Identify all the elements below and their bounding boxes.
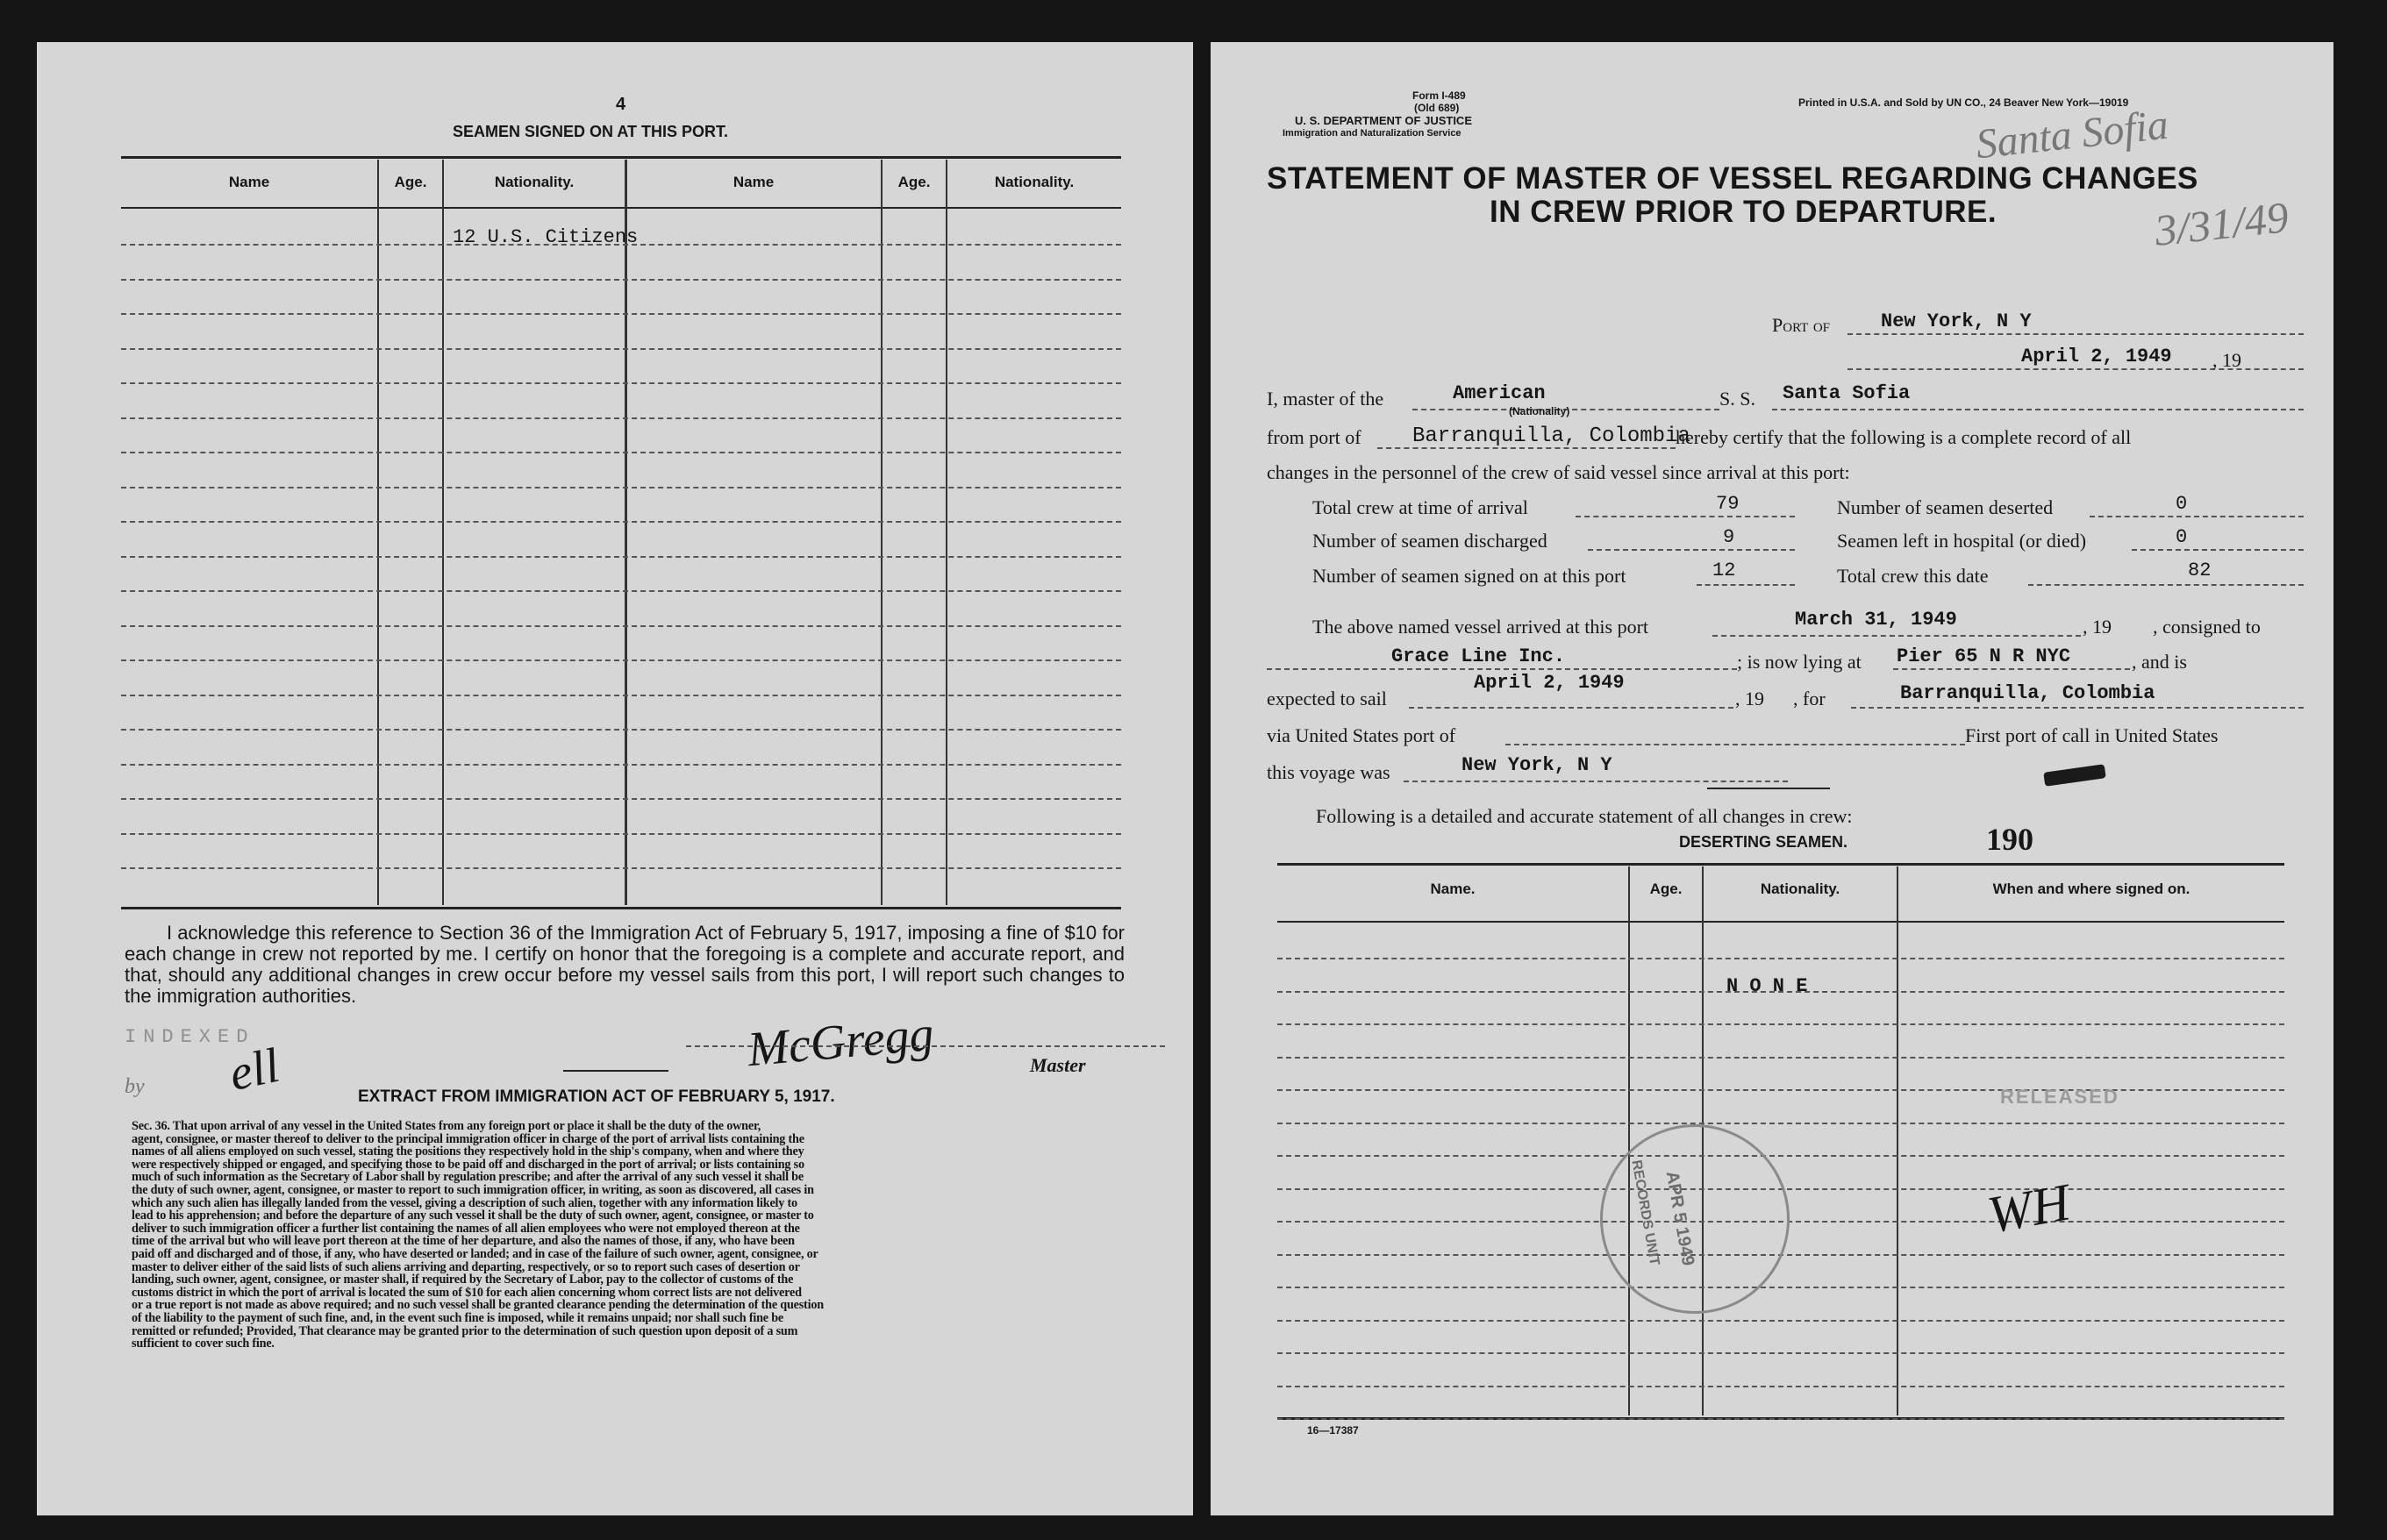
table-row-rule	[121, 556, 1121, 558]
table-row-rule	[1277, 1287, 2284, 1288]
via-label: via United States port of	[1267, 724, 1456, 746]
extract-line: Sec. 36. That upon arrival of any vessel in the United States from any foreign port or place it shall be the duty of the owner,	[132, 1119, 761, 1133]
fill-line	[1893, 668, 2130, 670]
none-entry: N O N E	[1726, 975, 1808, 997]
extract-line: of the liability to the payment of such fine, and, in the event such fine is imposed, while it remains unpaid; nor shall such fine be	[132, 1311, 784, 1325]
column-divider	[625, 160, 627, 905]
date-suffix: , 19	[2212, 349, 2241, 371]
column-header: Nationality.	[494, 174, 575, 190]
fill-line	[1772, 409, 2304, 410]
received-stamp-text: RECORDS UNIT	[1628, 1159, 1662, 1267]
stat-value: 0	[2176, 493, 2188, 515]
nationality-value: American	[1453, 382, 1546, 404]
port-value: New York, N Y	[1881, 310, 2032, 332]
table-top-rule	[1277, 863, 2284, 866]
extract-line: remitted or refunded; Provided, That clearance may be granted prior to the determination of such question upon deposit of a sum	[132, 1323, 798, 1338]
table-row-rule	[121, 764, 1121, 766]
extract-line: deliver to such immigration officer a further list containing the names of all alien employees who were not employed thereon at the	[132, 1221, 800, 1236]
stamp-date: APR 5 1949	[1662, 1169, 1698, 1267]
for-label: , for	[1793, 688, 1826, 709]
section-title: SEAMEN SIGNED ON AT THIS PORT.	[453, 123, 729, 140]
consigned-label: , consigned to	[2153, 616, 2261, 638]
following-label: Following is a detailed and accurate statement of all changes in crew:	[1316, 805, 1853, 827]
table-row-rule	[1277, 1320, 2284, 1322]
fill-line	[1409, 707, 1733, 709]
stat-label: Total crew this date	[1837, 565, 1989, 587]
column-header: Name	[733, 174, 775, 190]
column-header: Age.	[394, 174, 427, 190]
voyage-value: New York, N Y	[1462, 754, 1612, 776]
signature-line	[563, 1070, 668, 1072]
ss-label: S. S.	[1719, 388, 1755, 410]
master-label: Master	[1030, 1054, 1086, 1076]
certify-text: hereby certify that the following is a complete record of all	[1676, 426, 2132, 448]
fill-line	[2090, 516, 2304, 517]
table-header-rule	[1277, 921, 2284, 923]
master-of-label: I, master of the	[1267, 388, 1384, 410]
port-label: Port of	[1772, 314, 1831, 336]
changes-text: changes in the personnel of the crew of said vessel since arrival at this port:	[1267, 461, 1850, 483]
extract-line: lead to his apprehension; and before the departure of any such vessel it shall be the duty of such owner, agent, consignee, or master to	[132, 1208, 814, 1223]
table-row-rule	[1277, 1386, 2284, 1387]
table-row-rule	[121, 382, 1121, 384]
table-row-rule	[121, 590, 1121, 592]
table-row-rule	[121, 659, 1121, 661]
vessel-value: Santa Sofia	[1783, 382, 1911, 404]
expected-suffix: , 19	[1735, 688, 1764, 709]
table-row-rule	[121, 798, 1121, 800]
expected-value: April 2, 1949	[1474, 672, 1625, 694]
crew-entry: 12 U.S. Citizens	[453, 226, 639, 248]
column-divider	[946, 160, 947, 905]
handwritten-date: 3/31/49	[2152, 192, 2291, 255]
fill-line	[1576, 516, 1795, 517]
arrived-label: The above named vessel arrived at this port	[1312, 616, 1649, 638]
received-stamp	[1600, 1124, 1790, 1314]
footer-code: 16—17387	[1307, 1424, 1359, 1437]
fill-line	[1505, 744, 1965, 745]
table-row-rule	[121, 417, 1121, 419]
approval-initials: WH	[1983, 1173, 2075, 1244]
from-port-label: from port of	[1267, 426, 1361, 448]
consignee-value: Grace Line Inc.	[1391, 645, 1566, 667]
by-label: by	[125, 1075, 145, 1098]
form-title-line-1: STATEMENT OF MASTER OF VESSEL REGARDING CHANGES	[1267, 161, 2198, 196]
extract-line: time of the arrival but who will leave port thereon at the time of her departure, and also the names of those, if any, who have been	[132, 1234, 795, 1249]
fill-line	[1847, 333, 2304, 335]
and-is-label: , and is	[2132, 651, 2187, 673]
table-row-rule	[121, 313, 1121, 315]
table-row-rule	[1277, 1352, 2284, 1354]
voyage-label: this voyage was	[1267, 761, 1390, 783]
stat-label: Number of seamen deserted	[1837, 496, 2054, 518]
table-row-rule	[121, 695, 1121, 696]
by-initials: ell	[225, 1037, 284, 1102]
table-row-rule	[1277, 1023, 2284, 1025]
stat-value: 12	[1712, 560, 1736, 581]
column-header: When and where signed on.	[1992, 881, 2190, 897]
fill-line	[1697, 584, 1795, 586]
column-header: Nationality.	[1760, 881, 1840, 897]
fill-line	[2132, 549, 2304, 551]
stat-label: Total crew at time of arrival	[1312, 496, 1528, 518]
fill-line	[1588, 549, 1795, 551]
destination-value: Barranquilla, Colombia	[1900, 682, 2155, 704]
left-page	[37, 42, 1193, 1515]
extract-line: landing, such owner, agent, consignee, or master shall, if required by the Secretary of Labor, pay to the collector of customs of the	[132, 1273, 794, 1287]
table-header-rule	[121, 207, 1121, 209]
printer-note: Printed in U.S.A. and Sold by UN CO., 24 Beaver New York—19019	[1798, 96, 2129, 109]
fill-line	[1404, 781, 1788, 782]
arrived-suffix: , 19	[2083, 616, 2112, 638]
table-row-rule	[1277, 1089, 2284, 1091]
extract-line: the duty of such owner, agent, consignee, or master to report to such immigration officer, in writing, as soon as discovered, all cases in	[132, 1183, 814, 1197]
column-divider	[1897, 866, 1898, 1415]
table-row-rule	[121, 348, 1121, 350]
table-row-rule	[1277, 958, 2284, 959]
ink-scribble	[2043, 764, 2106, 787]
stat-value: 0	[2176, 526, 2188, 548]
indexed-stamp: INDEXED	[125, 1026, 255, 1048]
handwritten-vessel: Santa Sofia	[1973, 101, 2171, 168]
table-row-rule	[1277, 1418, 2284, 1420]
fill-line	[1267, 668, 1737, 670]
extract-title: EXTRACT FROM IMMIGRATION ACT OF FEBRUARY 5, 1917.	[358, 1087, 835, 1106]
signature-line	[686, 1045, 1165, 1047]
short-rule	[1707, 788, 1830, 789]
extract-line: sufficient to cover such fine.	[132, 1337, 275, 1351]
table-row-rule	[1277, 1155, 2284, 1157]
form-old-number: (Old 689)	[1414, 102, 1460, 114]
column-header: Name	[228, 174, 270, 190]
expected-label: expected to sail	[1267, 688, 1387, 709]
table-row-rule	[121, 729, 1121, 731]
extract-line: master to deliver either of the said lists of such aliens arriving and departing, respectively, or so to report such cases of desertion or	[132, 1259, 800, 1274]
from-port-value: Barranquilla, Colombia	[1412, 424, 1690, 448]
extract-line: customs district in which the port of arrival is located the sum of $10 for each alien concerning whom correct lists are not delivered	[132, 1285, 802, 1300]
deserting-label: DESERTING SEAMEN.	[1679, 833, 1848, 851]
fill-line	[1712, 635, 2081, 637]
first-port-label: First port of call in United States	[1965, 724, 2219, 746]
table-row-rule	[121, 867, 1121, 869]
table-row-rule	[121, 279, 1121, 281]
master-signature: McGregg	[745, 1006, 936, 1078]
table-row-rule	[1277, 1057, 2284, 1059]
stat-label: Number of seamen signed on at this port	[1312, 565, 1626, 587]
form-title-line-2: IN CREW PRIOR TO DEPARTURE.	[1490, 195, 1998, 229]
lying-value: Pier 65 N R NYC	[1897, 645, 2071, 667]
extract-line: names of all aliens employed on such vessel, stating the positions they respectively hold in the ship's company, when and where they	[132, 1144, 804, 1159]
extract-line: which any such alien has illegally landed from the vessel, giving a description of such alien, together with any information likely to	[132, 1195, 797, 1210]
department-name: U. S. DEPARTMENT OF JUSTICE	[1295, 114, 1472, 127]
column-header: Age.	[897, 174, 931, 190]
stat-label: Number of seamen discharged	[1312, 530, 1547, 552]
column-header: Nationality.	[994, 174, 1075, 190]
table-row-rule	[121, 452, 1121, 453]
table-row-rule	[121, 521, 1121, 523]
table-top-rule	[121, 156, 1121, 159]
table-row-rule	[1277, 1123, 2284, 1124]
service-name: Immigration and Naturalization Service	[1283, 128, 1462, 139]
column-divider	[881, 160, 883, 905]
extract-line: paid off and discharged and of those, if any, who have deserted or landed; and in case of the failure of such owner, agent, consignee, or	[132, 1247, 818, 1261]
table-row-rule	[121, 833, 1121, 835]
table-row-rule	[121, 625, 1121, 627]
table-bottom-rule	[121, 907, 1121, 909]
fill-line	[1851, 707, 2304, 709]
table-row-rule	[121, 487, 1121, 488]
extract-line: much of such information as the Secretary of Labor shall by regulation prescribe; and after the arrival of any such vessel it shall be	[132, 1170, 804, 1185]
nationality-caption: (Nationality)	[1509, 405, 1570, 417]
released-stamp: RELEASED	[2000, 1086, 2119, 1108]
extract-line: or a true report is not made as above required; and no such vessel shall be granted clearance pending the determination of the question	[132, 1298, 824, 1313]
column-divider	[377, 160, 379, 905]
certification-text: I acknowledge this reference to Section 36 of the Immigration Act of February 5, 1917, imposing a fine of $10 for each change in crew not reported by me. I certify on honor that the foregoing is a complete and accurate report, and that, should any additional changes in crew occur before my vessel sails from this port, I will report such changes to the immigration authorities.	[125, 922, 1125, 1007]
form-number: Form I-489	[1412, 89, 1466, 102]
stat-value: 82	[2188, 560, 2212, 581]
lying-label: ; is now lying at	[1737, 651, 1862, 673]
stamp-number: 190	[1986, 822, 2033, 857]
right-page	[1211, 42, 2333, 1515]
column-header: Age.	[1649, 881, 1683, 897]
column-divider	[442, 160, 444, 905]
date-value: April 2, 1949	[2021, 346, 2172, 367]
stat-label: Seamen left in hospital (or died)	[1837, 530, 2087, 552]
extract-line: agent, consignee, or master thereof to deliver to the principal immigration officer in charge of the port of arrival lists containing the	[132, 1131, 804, 1146]
stat-value: 79	[1716, 493, 1740, 515]
fill-line	[2028, 584, 2304, 586]
extract-line: were respectively shipped or engaged, and specifying those to be paid off and discharged in the port of arrival; or lists containing so	[132, 1157, 804, 1172]
stat-value: 9	[1723, 526, 1735, 548]
column-divider	[1628, 866, 1630, 1415]
column-header: Name.	[1430, 881, 1476, 897]
arrived-value: March 31, 1949	[1795, 609, 1957, 631]
page-number: 4	[616, 95, 626, 114]
